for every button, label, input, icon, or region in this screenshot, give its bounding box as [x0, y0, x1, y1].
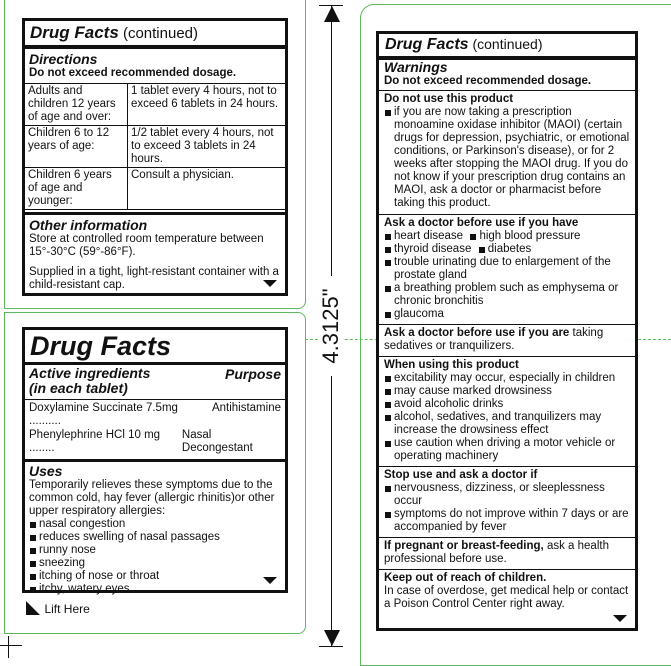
lift-arrow-icon: [26, 601, 40, 615]
panel-title-suffix: (continued): [468, 36, 543, 52]
stop-use-title: Stop use and ask a doctor if: [384, 469, 538, 481]
list-item: itching of nose or throat: [29, 570, 281, 583]
active-ingredients-title: Active ingredients (in each tablet): [29, 365, 151, 396]
list-item: symptoms do not improve within 7 days or are accompanied by fever: [384, 508, 630, 534]
ingredient-purpose: Antihistamine: [211, 402, 281, 414]
uses-title: Uses: [29, 463, 63, 479]
uses-intro: Temporarily relieves these symptoms due to the common cold, hay fever (allergic rhinitis)or other upper respiratory allergies:: [29, 479, 275, 517]
list-item: excitability may occur, especially in children: [384, 372, 630, 385]
crop-mark-v: [8, 636, 9, 658]
age-cell: Children 6 years of age and younger:: [25, 168, 128, 210]
pregnancy-warning: If pregnant or breast-feeding, ask a health professional before use.: [384, 540, 609, 565]
list-item: glaucoma: [384, 308, 630, 321]
list-item: thyroid disease diabetes: [384, 243, 630, 256]
table-row: [25, 84, 285, 126]
purpose-title: Purpose: [224, 366, 281, 382]
drug-facts-continued-right: [376, 31, 638, 631]
directions-table: [25, 83, 285, 210]
dose-cell: 1 tablet every 4 hours, not to exceed 6 tablets in 24 hours.: [128, 84, 286, 126]
list-item: if you are now taking a prescription monoamine oxidase inhibitor (MAOI) (certain drugs for depression, psychiatric, or emotional conditions, or Parkinson's disease), or for 2 weeks after stopping the MAOI drug. If you do not know if your prescription drug contains an MAOI, ask a doctor or pharmacist before taking this product.: [384, 106, 630, 210]
age-cell: Children 6 to 12 years of age:: [25, 126, 128, 168]
overdose-text: In case of overdose, get medical help or contact a Poison Control Center right away.: [384, 585, 629, 610]
keep-out-title: Keep out of reach of children.: [384, 572, 547, 584]
list-item: avoid alcoholic drinks: [384, 398, 630, 411]
list-item: nervousness, dizziness, or sleeplessness occur: [384, 482, 630, 508]
sedatives-warning: Ask a doctor before use if you are taking sedatives or tranquilizers.: [384, 327, 604, 352]
ingredient-purpose: Nasal Decongestant: [181, 429, 253, 454]
arrow-down-icon: [324, 630, 340, 646]
list-item: runny nose: [29, 544, 281, 557]
dimension-bottom-tick: [319, 646, 343, 647]
when-using-title: When using this product: [384, 359, 519, 371]
dose-cell: Consult a physician.: [128, 168, 286, 210]
list-item: itchy, watery eyes: [29, 583, 281, 596]
storage-text: Store at controlled room temperature between 15°-30°C (59°-86°F).: [29, 233, 264, 258]
list-item: heart disease high blood pressure: [384, 230, 630, 243]
list-item: reduces swelling of nasal passages: [29, 531, 281, 544]
list-item: nasal congestion: [29, 518, 281, 531]
panel-title: Drug Facts: [385, 36, 469, 53]
list-item: sneezing: [29, 557, 281, 570]
list-item: may cause marked drowsiness: [384, 385, 630, 398]
do-not-use-title: Do not use this product: [384, 93, 514, 105]
table-row: [25, 168, 285, 210]
panel-title-suffix: (continued): [118, 25, 199, 42]
drug-facts-continued-left: [22, 18, 288, 296]
ingredient-name: Doxylamine Succinate 7.5mg ..........: [29, 402, 178, 427]
crop-mark-h: [0, 645, 22, 646]
age-cell: Adults and children 12 years of age and over:: [25, 84, 128, 126]
warnings-title: Warnings: [384, 59, 448, 75]
ingredient-name: Phenylephrine HCl 10 mg ........: [29, 429, 161, 454]
continue-arrow-icon: [263, 577, 277, 584]
ingredient-row: [29, 429, 281, 455]
lift-here-label: Lift Here: [44, 602, 90, 616]
directions-warning: Do not exceed recommended dosage.: [29, 67, 237, 79]
list-item: alcohol, sedatives, and tranquilizers may increase the drowsiness effect: [384, 411, 630, 437]
panel-title: Drug Facts: [30, 23, 119, 42]
directions-title: Directions: [29, 51, 98, 67]
dose-cell: 1/2 tablet every 4 hours, not to exceed 3 tablets in 24 hours.: [128, 126, 286, 168]
lift-here-tab[interactable]: [26, 600, 90, 618]
table-row: [25, 126, 285, 168]
drug-facts-title: Drug Facts: [30, 331, 172, 361]
other-info-title: Other information: [29, 217, 148, 233]
container-text: Supplied in a tight, light-resistant container with a child-resistant cap.: [29, 266, 279, 291]
list-item: trouble urinating due to enlargement of the prostate gland: [384, 256, 630, 282]
arrow-up-icon: [324, 6, 340, 22]
dimension-label: 4.3125": [318, 276, 344, 376]
list-item: a breathing problem such as emphysema or chronic bronchitis: [384, 282, 630, 308]
drug-facts-main: [22, 327, 288, 593]
ask-doctor-title: Ask a doctor before use if you have: [384, 217, 579, 229]
list-item: use caution when driving a motor vehicle or operating machinery: [384, 437, 630, 463]
warnings-note: Do not exceed recommended dosage.: [384, 75, 592, 87]
ingredient-row: [29, 402, 281, 428]
continue-arrow-icon: [613, 615, 627, 622]
continue-arrow-icon: [263, 280, 277, 287]
